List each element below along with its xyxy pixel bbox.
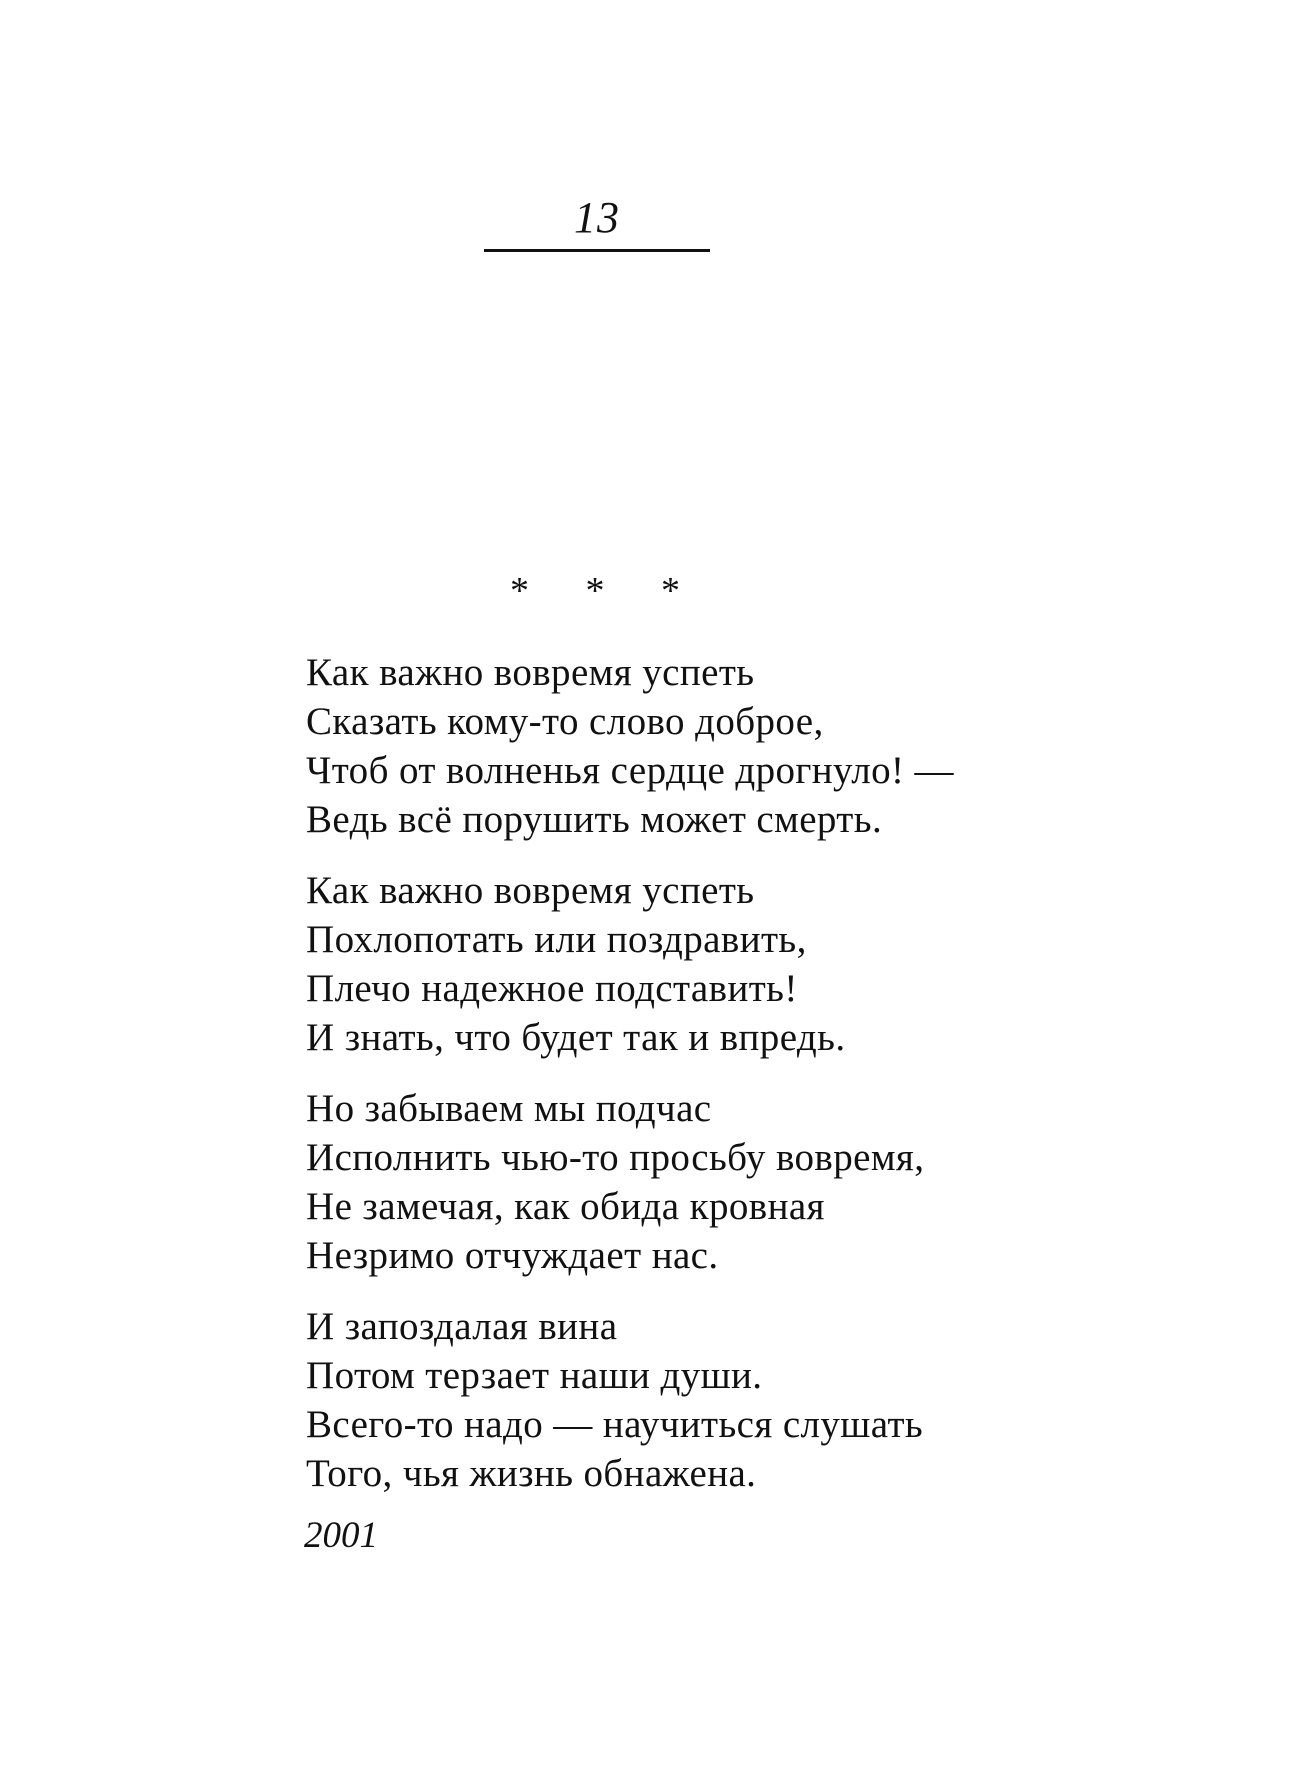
- poem-line: Плечо надежное подставить!: [306, 967, 798, 1010]
- poem-line: Ведь всё порушить может смерть.: [306, 798, 883, 841]
- poem-line: Всего-то надо — научиться слушать: [306, 1403, 924, 1446]
- page-header: [484, 193, 710, 242]
- poem-body: [306, 648, 1106, 1520]
- poem-line: Похлопотать или поздравить,: [306, 918, 807, 961]
- stanza-1: [306, 648, 1106, 844]
- page-number: 13: [574, 193, 620, 242]
- asterism-separator: [510, 572, 680, 610]
- poem-line: Сказать кому-то слово доброе,: [306, 700, 824, 743]
- poem-line: Как важно вовремя успеть: [306, 869, 755, 912]
- poem-line: Но забываем мы подчас: [306, 1087, 712, 1130]
- header-rule: [484, 249, 710, 252]
- poem-line: Чтоб от волненья сердце дрогнуло! —: [306, 749, 954, 792]
- poem-line: Потом терзает наши души.: [306, 1354, 763, 1397]
- poem-line: Как важно вовремя успеть: [306, 651, 755, 694]
- asterism-star: *: [661, 570, 680, 612]
- stanza-3: [306, 1084, 1106, 1280]
- poem-line: И знать, что будет так и впредь.: [306, 1016, 846, 1059]
- poem-line: Незримо отчуждает нас.: [306, 1234, 719, 1277]
- poem-line: И запоздалая вина: [306, 1305, 618, 1348]
- poem-line: Не замечая, как обида кровная: [306, 1185, 825, 1228]
- stanza-4: [306, 1302, 1106, 1498]
- asterism-star: *: [510, 570, 529, 612]
- poem-line: Исполнить чью-то просьбу вовремя,: [306, 1136, 925, 1179]
- asterism-star: *: [585, 570, 605, 612]
- poem-year: 2001: [304, 1515, 378, 1556]
- poem-line: Того, чья жизнь обнажена.: [306, 1452, 757, 1495]
- stanza-2: [306, 866, 1106, 1062]
